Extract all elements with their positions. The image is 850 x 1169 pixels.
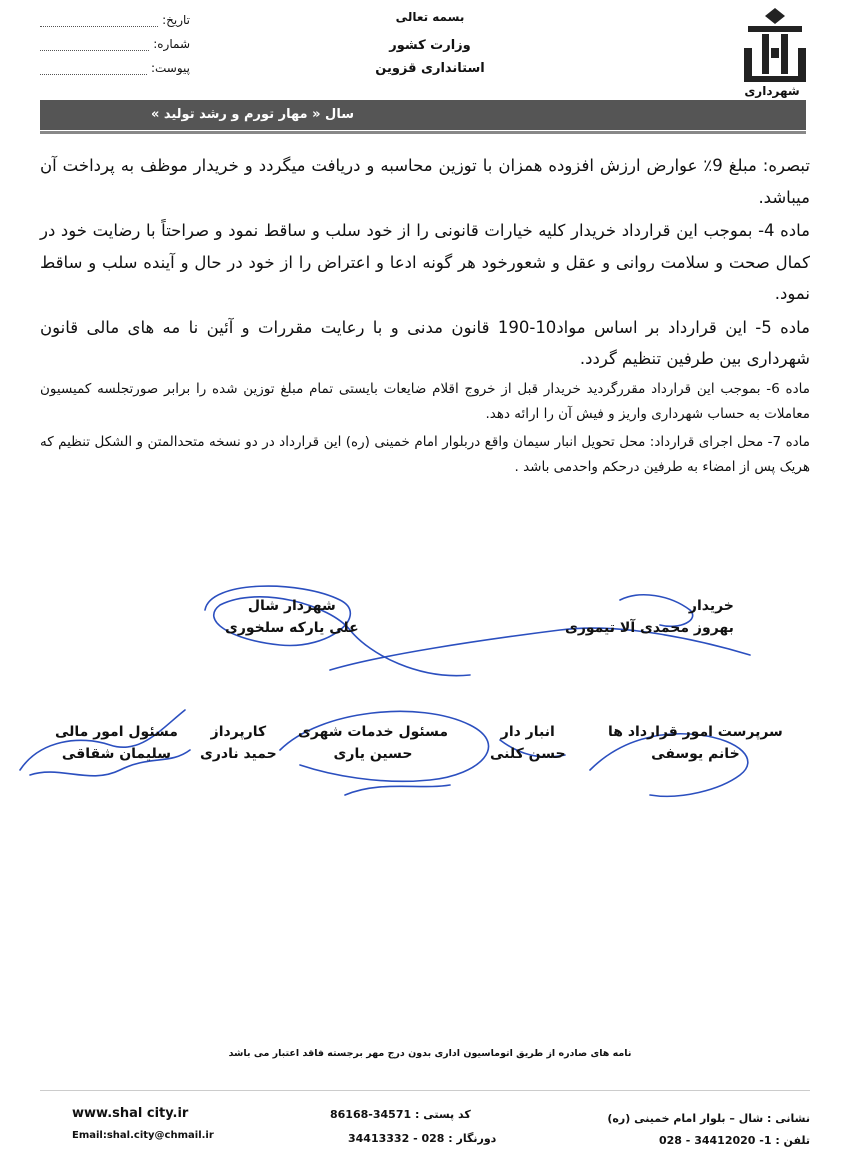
- number-line: [40, 38, 149, 51]
- article-5: ماده 5- این قرارداد بر اساس مواد10-190 قانون مدنی و با رعایت مقررات و آئین نا مه های مالی قانون شهرداری بین طرفین تنظیم گردد.: [40, 317, 810, 368]
- finance-title: مسئول امور مالی: [55, 724, 178, 740]
- signature-mayor: [225, 598, 359, 636]
- signature-buyer: [565, 598, 734, 636]
- date-row: [40, 8, 190, 32]
- mayor-name: علی یارکه سلخوری: [225, 620, 359, 636]
- letterhead: [310, 10, 550, 76]
- postal-value: 34571-86168: [330, 1108, 412, 1121]
- letter-meta: [40, 8, 190, 80]
- contracts-name: خانم یوسفی: [651, 746, 740, 762]
- date-label: تاریخ:: [162, 13, 190, 27]
- contract-body: [40, 150, 810, 483]
- services-title: مسئول خدمات شهری: [298, 724, 449, 740]
- buyer-name: بهروز محمدی آلا تیموری: [565, 620, 734, 636]
- procurement-name: حمید نادری: [200, 746, 277, 762]
- finance-name: سلیمان شقاقی: [61, 746, 172, 762]
- attachment-line: [40, 62, 147, 75]
- footer-phone: تلفن : 1- 34412020 - 028: [659, 1134, 810, 1147]
- warehouse-name: حسن کلنی: [490, 746, 566, 762]
- article-7: ماده 7- محل اجرای قرارداد: محل تحویل انبار سیمان واقع دربلوار امام خمینی (ره) این قرارداد در دو نسخه متحدالمتن و الشکل تنظیم که هریک پس از امضاء به طرفین درحکم واحدمی باشد .: [40, 433, 810, 475]
- signature-contracts: [608, 724, 783, 762]
- municipality-logo: [740, 8, 810, 96]
- date-line: [40, 14, 158, 27]
- signature-services: [298, 724, 448, 762]
- buyer-title: خریدار: [688, 598, 734, 614]
- footer-email[interactable]: Email:shal.city@chmail.ir: [72, 1130, 214, 1141]
- number-label: شماره:: [153, 37, 190, 51]
- attachment-label: پیوست:: [150, 61, 190, 75]
- article-6: ماده 6- بموجب این قرارداد مقررگردید خریدار قبل از خروج اقلام ضایعات بایستی تمام مبلغ توزین شده را برابر صورتجلسه کمیسیون معاملات به حساب شهرداری واریز و فیش آن را ارائه دهد.: [40, 380, 810, 422]
- postal-label: کد پستی :: [414, 1108, 471, 1121]
- ministry-name: وزارت کشور: [389, 38, 471, 53]
- attachment-row: [40, 56, 190, 80]
- number-row: [40, 32, 190, 56]
- signature-warehouse: [490, 724, 566, 762]
- footer-address: نشانی : شال – بلوار امام خمینی (ره): [607, 1112, 810, 1125]
- automation-disclaimer: نامه های صادره از طریق اتوماسیون اداری بدون درج مهر برجسته فاقد اعتبار می باشد: [228, 1048, 632, 1059]
- year-slogan-banner: [40, 100, 806, 130]
- footer-website[interactable]: www.shal city.ir: [72, 1106, 189, 1121]
- warehouse-title: انبار دار: [500, 724, 555, 740]
- bismillah: بسمه تعالی: [395, 10, 465, 24]
- note-vat: تبصره: مبلغ 9٪ عوارض ارزش افزوده همزان با توزین محاسبه و دریافت میگردد و خریدار موظف به پرداخت آن میباشد.: [40, 156, 810, 207]
- footer-postal: [330, 1108, 471, 1121]
- footer-divider: [40, 1090, 810, 1091]
- year-slogan: سال « مهار تورم و رشد تولید »: [150, 107, 354, 122]
- footer-fax: [348, 1132, 496, 1145]
- mayor-title: شهردار شال: [247, 598, 336, 614]
- signature-procurement: [200, 724, 277, 762]
- logo-caption: شهرداری: [744, 84, 800, 98]
- article-4: ماده 4- بموجب این قرارداد خریدار کلیه خیارات قانونی را از خود سلب و ساقط نمود و صراحتاً با رضایت خود در کمال صحت و سلامت روانی و عقل و شعورخود هر گونه ادعا و اعتراض را از خود در حال و آینده سلب و ساقط نمود.: [40, 221, 810, 303]
- governorate-name: استانداری قزوین: [375, 61, 485, 76]
- signature-finance: [55, 724, 178, 762]
- contracts-title: سرپرست امور قرارداد ها: [608, 724, 783, 740]
- services-name: حسین یاری: [333, 746, 413, 762]
- procurement-title: کارپرداز: [210, 724, 267, 740]
- fax-value: 028 - 34413332: [348, 1132, 445, 1145]
- fax-label: دورنگار :: [448, 1132, 497, 1145]
